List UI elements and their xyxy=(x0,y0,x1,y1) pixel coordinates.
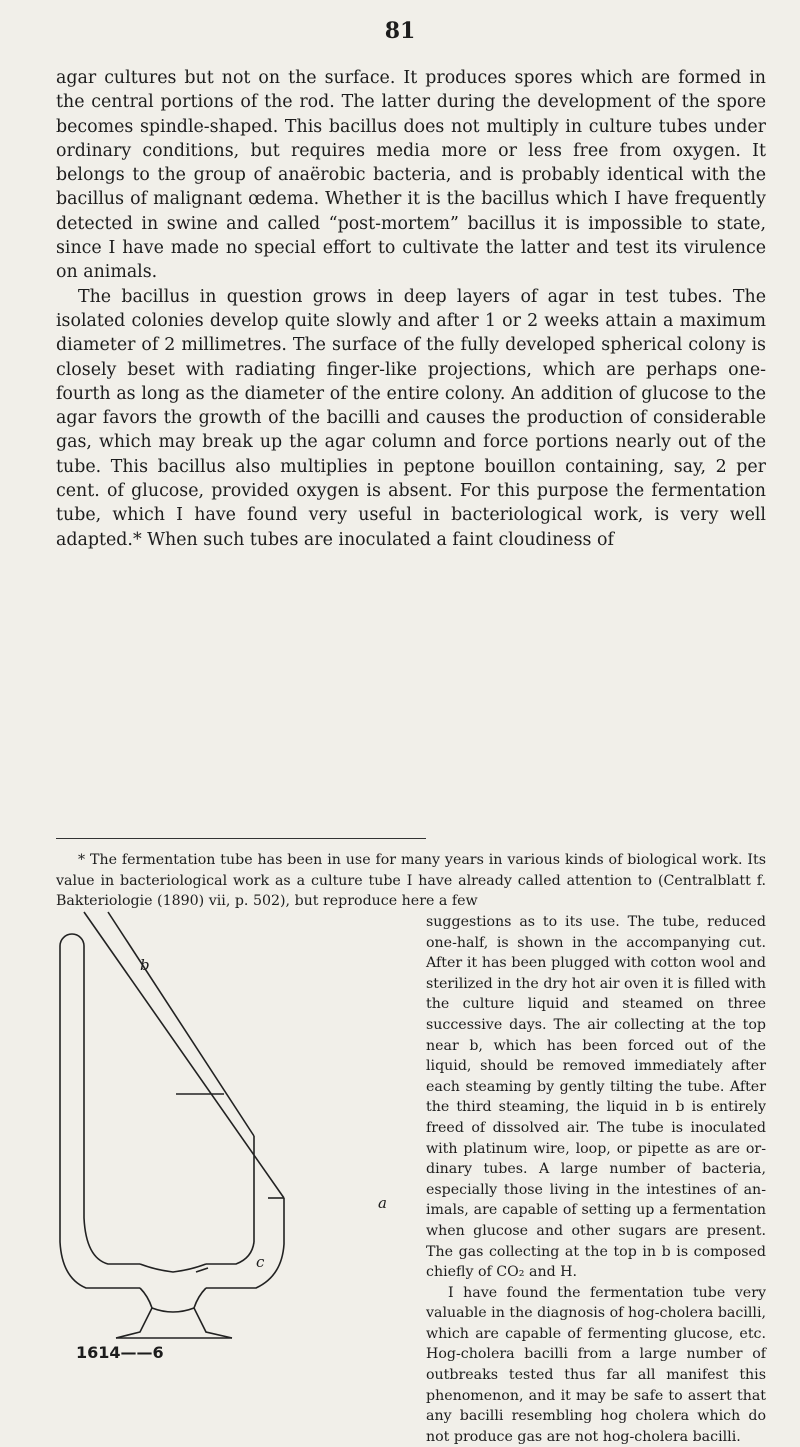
neck-inner xyxy=(84,1218,140,1264)
footnote-intro: * The fermentation tube has been in use for many years in various kinds of biological work. Its value in bacteriological work as a culture tube I have already called attention to (Centralblatt f. Bakteriologie (1890) vii, p. 502), but reproduce here a few xyxy=(56,852,766,910)
arm-a-inner-wall-upper xyxy=(108,912,254,1136)
arm-b-dome xyxy=(60,934,84,946)
foot-right xyxy=(194,1288,232,1338)
paragraph-2: The bacillus in question grows in deep layers of agar in test tubes. The isolated colonies develop quite slowly and after 1 or 2 weeks attain a maximum diameter of 2 millimetres. The surface of the fully developed spherical colony is closely beset with radiating finger-like projections, which are perhaps one-fourth as long as the diameter of the entire colony. An addition of glucose to the agar favors the growth of the bacilli and causes the production of considerable gas, which may break up the agar column and force portions nearly out of the tube. This bacillus also multiplies in peptone bouillon containing, say, 2 per cent. of glucose, provided oxygen is absent. For this purpose the fermentation tube, which I have found very useful in bacteriological work, is very well adapted.* When such tubes are inoculated a faint cloudiness of xyxy=(56,286,766,550)
paragraph-1: agar cultures but not on the surface. It produces spores which are formed in the central portions of the rod. The latter during the development of the spore becomes spindle-shaped. This bacillus does not multiply in culture tubes under ordinary conditions, but requires media more or less free from oxygen. It belongs to the group of anaërobic bacteria, and is probably identical with the bacillus of malignant œdema. Whether it is the bacillus which I have frequently detected in swine and called “post-mortem” bacillus it is impossible to state, since I have made no special effort to cultivate the latter and test its virulence on animals. xyxy=(56,68,766,283)
footnote-paragraph-1: suggestions as to its use. The tube, reduced one-half, is shown in the accompanying cut. After it has been plugged with cotton wool and sterilized in the dry hot air oven it is filled with the culture liquid and steamed on three successive days. The air collecting at the top near b, which has been forced out of the liquid, should be removed immediately after each steaming by gently tilting the tube. After the third steaming, the liquid in b is entirely freed of dissolved air. The tube is inoculated with platinum wire, loop, or pipette as are ordinary tubes. A large number of bacteria, especially those living in the intestines of animals, are capable of setting up a fermentation when glucose and other sugars are present. The gas collecting at the top in b is composed chiefly of CO₂ and H. xyxy=(426,914,766,1281)
foot-inner xyxy=(152,1308,194,1312)
bulb-inner-right xyxy=(206,1242,254,1264)
footnote-side-text xyxy=(426,912,766,1447)
bulb-outer-right xyxy=(206,1244,284,1288)
label-a: a xyxy=(378,1194,387,1212)
foot-left xyxy=(116,1288,152,1338)
label-c-leader xyxy=(196,1268,208,1272)
label-c: c xyxy=(256,1253,265,1271)
figure-caption: 1614——6 xyxy=(76,1343,164,1362)
neck-c-inner xyxy=(140,1264,206,1272)
neck-outer xyxy=(60,1242,140,1288)
footnote-paragraph-2: I have found the fermentation tube very valuable in the diagnosis of hog-cholera bacilli, which are capable of fermenting glucose, etc. Hog-cholera bacilli from a large number of outbreaks tested thus far all manifest this phenomenon, and it may be safe to assert that any bacilli resembling hog cholera which do not produce gas are not hog-cholera bacilli. xyxy=(426,1284,766,1445)
main-text xyxy=(56,66,766,552)
label-b: b xyxy=(140,956,150,974)
fermentation-tube-figure xyxy=(56,906,386,1376)
page-number: 81 xyxy=(384,18,416,44)
fermentation-tube-drawing xyxy=(56,906,386,1376)
footnote-rule xyxy=(56,838,426,839)
